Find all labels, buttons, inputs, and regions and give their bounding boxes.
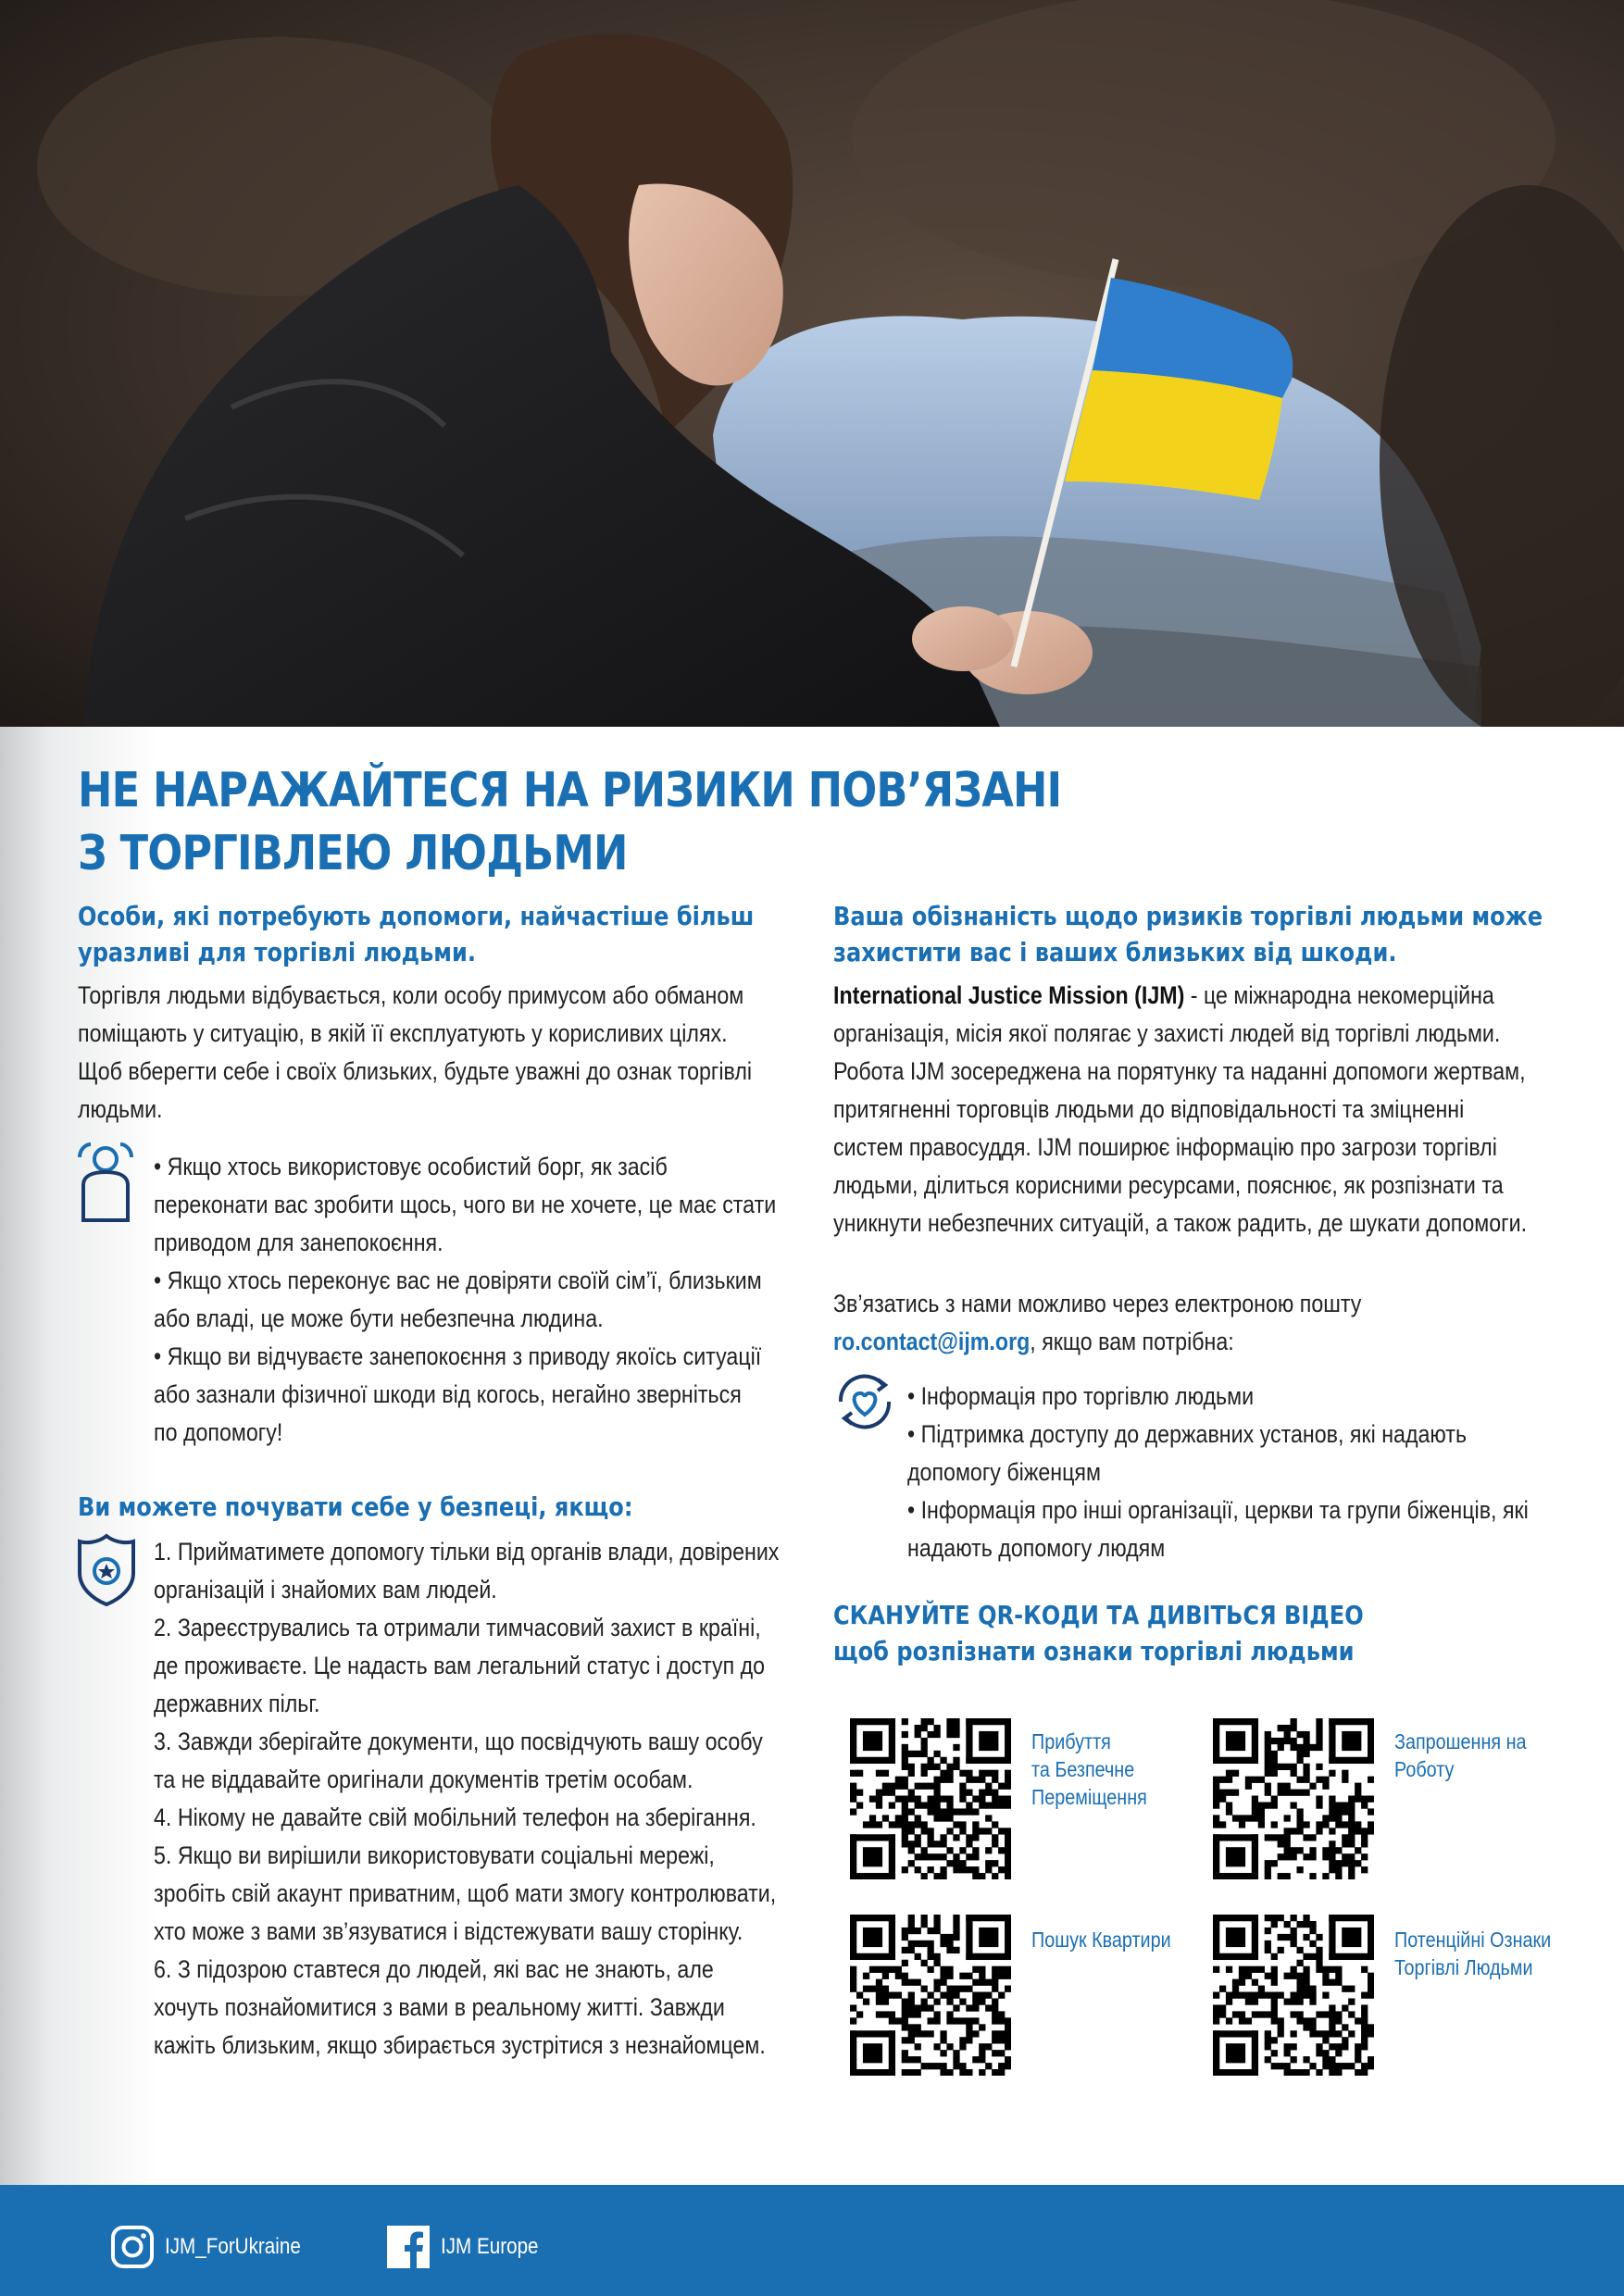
hero-photo — [0, 0, 1624, 727]
safe-line: 1. Прийматимете допомогу тільки від органів влади, довірених — [154, 1538, 780, 1566]
qr-caption-line: Торгівлі Людьми — [1394, 1955, 1533, 1979]
intro-line: Торгівля людьми відбувається, коли особу примусом або обманом — [78, 981, 744, 1009]
safe-line: зробіть свій акаунт приватним, щоб мати змогу контролювати, — [154, 1879, 777, 1907]
contact-line: Зв’язатись з нами можливо через електроною пошту — [833, 1290, 1362, 1317]
qr-code-pattern — [1213, 1915, 1374, 2076]
facebook-icon — [385, 2224, 431, 2270]
warning-line: або зазнали фізичної шкоди від когось, негайно зверніться — [154, 1380, 742, 1408]
help-line: надають допомогу людям — [907, 1534, 1166, 1562]
help-line: допомогу біженцям — [907, 1458, 1101, 1486]
qr-caption-apartment — [1031, 1926, 1171, 1953]
left-lead-line: Особи, які потребують допомоги, найчастіше більш — [78, 901, 755, 931]
qr-code-pattern — [850, 1718, 1011, 1879]
intro-line: поміщають у ситуацію, в якій її експлуатують у корисливих цілях. — [78, 1019, 728, 1047]
safe-list — [154, 1533, 779, 2065]
qr-heading: СКАНУЙТЕ QR-КОДИ ТА ДИВІТЬСЯ ВІДЕО — [833, 1600, 1364, 1630]
right-lead-line: Ваша обізнаність щодо ризиків торгівлі людьми може — [833, 901, 1543, 931]
qr-caption-job-offer — [1394, 1728, 1527, 1783]
qr-heading-block — [833, 1597, 1364, 1669]
badge-icon — [74, 1532, 139, 1611]
org-description — [833, 977, 1527, 1242]
org-line: організація, місія якої полягає у захисті людей від торгівлі людьми. — [833, 1019, 1501, 1047]
qr-code-job-offer[interactable] — [1213, 1718, 1374, 1879]
org-line: притягненні торговців людьми до відповідальності та зміцненні — [833, 1095, 1465, 1123]
qr-caption-line: Пошук Квартири — [1031, 1928, 1171, 1952]
qr-caption-arrival — [1031, 1728, 1147, 1811]
instagram-icon — [109, 2224, 156, 2270]
safe-line: 4. Нікому не давайте свій мобільний телефон на зберігання. — [154, 1803, 756, 1831]
qr-code-signs[interactable] — [1213, 1915, 1374, 2076]
help-line: • Підтримка доступу до державних установ, які надають — [907, 1420, 1468, 1448]
qr-caption-line: та Безпечне — [1031, 1757, 1135, 1781]
qr-code-arrival[interactable] — [850, 1718, 1011, 1879]
safe-line: державних пільг. — [154, 1690, 320, 1717]
qr-caption-line: Потенційні Ознаки — [1394, 1928, 1552, 1952]
safe-line: кажіть близьким, якщо збирається зустрітися з незнайомцем. — [154, 2031, 766, 2059]
safe-heading: Ви можете почувати себе у безпеці, якщо: — [78, 1491, 633, 1522]
org-line: уникнути небезпечних ситуацій, а також радить, де шукати допомоги. — [833, 1209, 1528, 1237]
page-title — [78, 759, 1061, 885]
org-line: Робота IJM зосереджена на порятунку та наданні допомоги жертвам, — [833, 1057, 1526, 1085]
safe-line: хто може з вами зв’язуватися і відстежувати вашу сторінку. — [154, 1917, 743, 1945]
instagram-handle: IJM_ForUkraine — [165, 2234, 301, 2259]
qr-caption-line: Роботу — [1394, 1757, 1455, 1781]
facebook-page: IJM Europe — [441, 2234, 539, 2259]
org-line: людьми, ділиться корисними ресурсами, пояснює, як розпізнати та — [833, 1171, 1504, 1199]
person-icon — [76, 1141, 135, 1229]
left-intro — [78, 977, 752, 1129]
org-first-line — [833, 977, 1527, 1015]
contact-email-line — [833, 1323, 1361, 1361]
warning-line: • Якщо хтось переконує вас не довіряти своїй сім’ї, близьким — [154, 1267, 762, 1294]
warning-line: переконати вас зробити щось, чого ви не хочете, це має стати — [154, 1191, 777, 1218]
safe-line: організацій і знайомих вам людей. — [154, 1576, 497, 1603]
instagram-link[interactable] — [109, 2224, 323, 2270]
qr-caption-signs — [1394, 1926, 1551, 1981]
safe-line: 5. Якщо ви вирішили використовувати соціальні мережі, — [154, 1841, 715, 1869]
safe-line: 3. Завжди зберігайте документи, що посвідчують вашу особу — [154, 1728, 763, 1755]
warning-line: або владі, це може бути небезпечна людина. — [154, 1304, 604, 1332]
facebook-link[interactable] — [385, 2224, 555, 2270]
safe-line: хочуть познайомитися з вами в реальному житті. Завжди — [154, 1993, 725, 2021]
org-name: International Justice Mission (IJM) — [833, 981, 1185, 1009]
safe-line: 6. З підозрою ставтеся до людей, які вас не знають, але — [154, 1955, 714, 1983]
warning-line: • Якщо ви відчуваєте занепокоєння з приводу якоїсь ситуації — [154, 1342, 762, 1370]
right-lead — [833, 898, 1543, 970]
qr-subheading: щоб розпізнати ознаки торгівлі людьми — [833, 1636, 1355, 1666]
safe-line: 2. Зареєструвались та отримали тимчасовий захист в країні, — [154, 1614, 761, 1641]
qr-caption-line: Прибуття — [1031, 1729, 1111, 1753]
qr-code-apartment[interactable] — [850, 1915, 1011, 2076]
left-lead-line: уразливі для торгівлі людьми. — [78, 937, 476, 967]
intro-line: Щоб вберегти себе і своїх близьких, будьте уважні до ознак торгівлі — [78, 1057, 753, 1085]
warning-line: приводом для занепокоєння. — [154, 1229, 443, 1256]
heart-cycle-icon — [831, 1368, 898, 1440]
warnings-list — [154, 1148, 776, 1452]
title-line-1: НЕ НАРАЖАЙТЕСЯ НА РИЗИКИ ПОВ’ЯЗАНІ — [78, 763, 1062, 818]
safe-line: де проживаєте. Це надасть вам легальний статус і доступ до — [154, 1652, 766, 1679]
left-lead — [78, 898, 754, 970]
qr-caption-line: Переміщення — [1031, 1785, 1147, 1809]
safe-line: та не віддавайте оригінали документів третім особам. — [154, 1766, 693, 1793]
contact-email-link[interactable]: ro.contact@ijm.org — [833, 1328, 1031, 1355]
qr-caption-line: Запрошення на — [1394, 1729, 1527, 1753]
contact-line-rest: , якщо вам потрібна: — [1030, 1328, 1234, 1355]
warning-line: по допомогу! — [154, 1418, 283, 1446]
contact-block — [833, 1285, 1361, 1361]
org-line-rest: - це міжнародна некомерційна — [1184, 981, 1494, 1009]
help-line: • Інформація про торгівлю людьми — [907, 1382, 1255, 1410]
intro-line: людьми. — [78, 1095, 163, 1123]
qr-code-pattern — [850, 1915, 1011, 2076]
org-line: систем правосуддя. IJM поширює інформацію про загрози торгівлі — [833, 1133, 1497, 1161]
help-list — [907, 1378, 1529, 1567]
help-line: • Інформація про інші організації, церкви та групи біженців, які — [907, 1496, 1529, 1524]
right-lead-line: захистити вас і ваших близьких від шкоди. — [833, 937, 1397, 967]
qr-code-pattern — [1213, 1718, 1374, 1879]
warning-line: • Якщо хтось використовує особистий борг, як засіб — [154, 1153, 668, 1180]
title-line-2: З ТОРГІВЛЕЮ ЛЮДЬМИ — [78, 826, 628, 881]
